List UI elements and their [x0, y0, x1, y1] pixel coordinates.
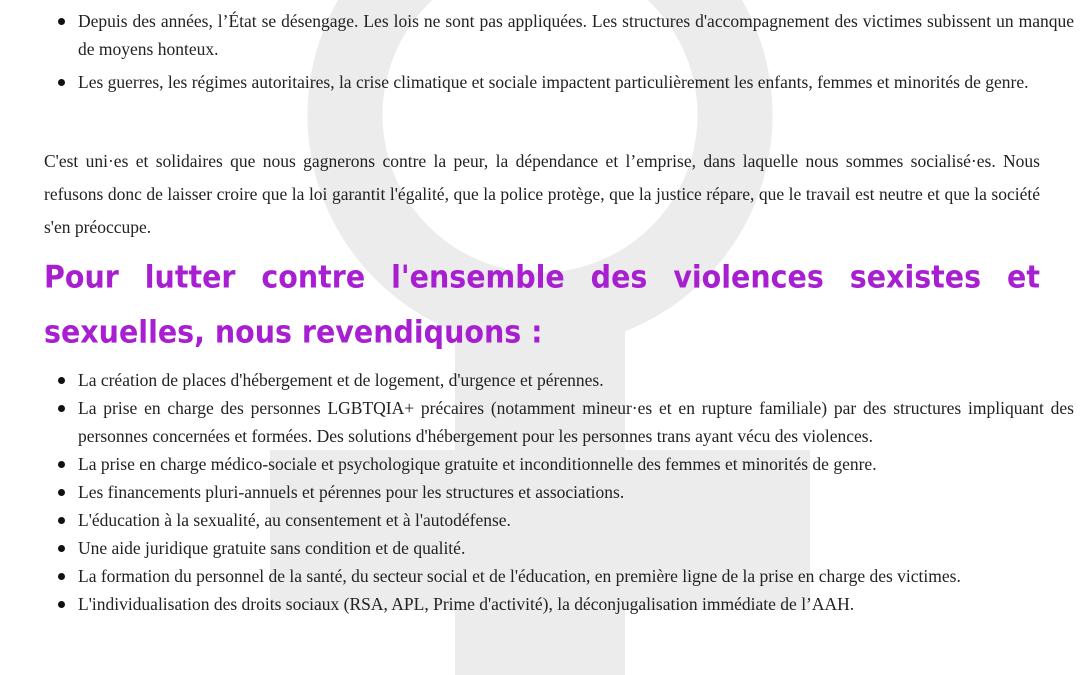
- list-item: Les financements pluri-annuels et pérennes pour les structures et associations.: [78, 478, 1074, 506]
- demands-list: [44, 366, 1074, 618]
- section-heading: Pour lutter contre l'ensemble des violences sexistes et sexuelles, nous revendiquons :: [44, 258, 1040, 351]
- list-item: La création de places d'hébergement et de logement, d'urgence et pérennes.: [78, 366, 1074, 394]
- list-item: L'individualisation des droits sociaux (RSA, APL, Prime d'activité), la déconjugalisation immédiate de l’AAH.: [78, 590, 1074, 618]
- list-item: La prise en charge des personnes LGBTQIA+ précaires (notamment mineur·es et en rupture familiale) par des structures impliquant des personnes concernées et formées. Des solutions d'hébergement pour les personnes trans ayant vécu des violences.: [78, 394, 1074, 450]
- list-item: La prise en charge médico-sociale et psychologique gratuite et inconditionnelle des femmes et minorités de genre.: [78, 450, 1074, 478]
- list-item: Depuis des années, l’État se désengage. Les lois ne sont pas appliquées. Les structures d'accompagnement des victimes subissent un manque de moyens honteux.: [78, 7, 1074, 63]
- list-item: Les guerres, les régimes autoritaires, la crise climatique et sociale impactent particulièrement les enfants, femmes et minorités de genre.: [78, 68, 1074, 96]
- list-item: La formation du personnel de la santé, du secteur social et de l'éducation, en première ligne de la prise en charge des victimes.: [78, 562, 1074, 590]
- list-item: Une aide juridique gratuite sans condition et de qualité.: [78, 534, 1074, 562]
- list-item: L'éducation à la sexualité, au consentement et à l'autodéfense.: [78, 506, 1074, 534]
- body-paragraph: C'est uni·es et solidaires que nous gagnerons contre la peur, la dépendance et l’emprise, dans laquelle nous sommes socialisé·es. Nous refusons donc de laisser croire que la loi garantit l'égalité, que la police protège, que la justice répare, que le travail est neutre et que la société s'en préoccupe.: [44, 151, 1040, 237]
- context-list: [44, 7, 1074, 101]
